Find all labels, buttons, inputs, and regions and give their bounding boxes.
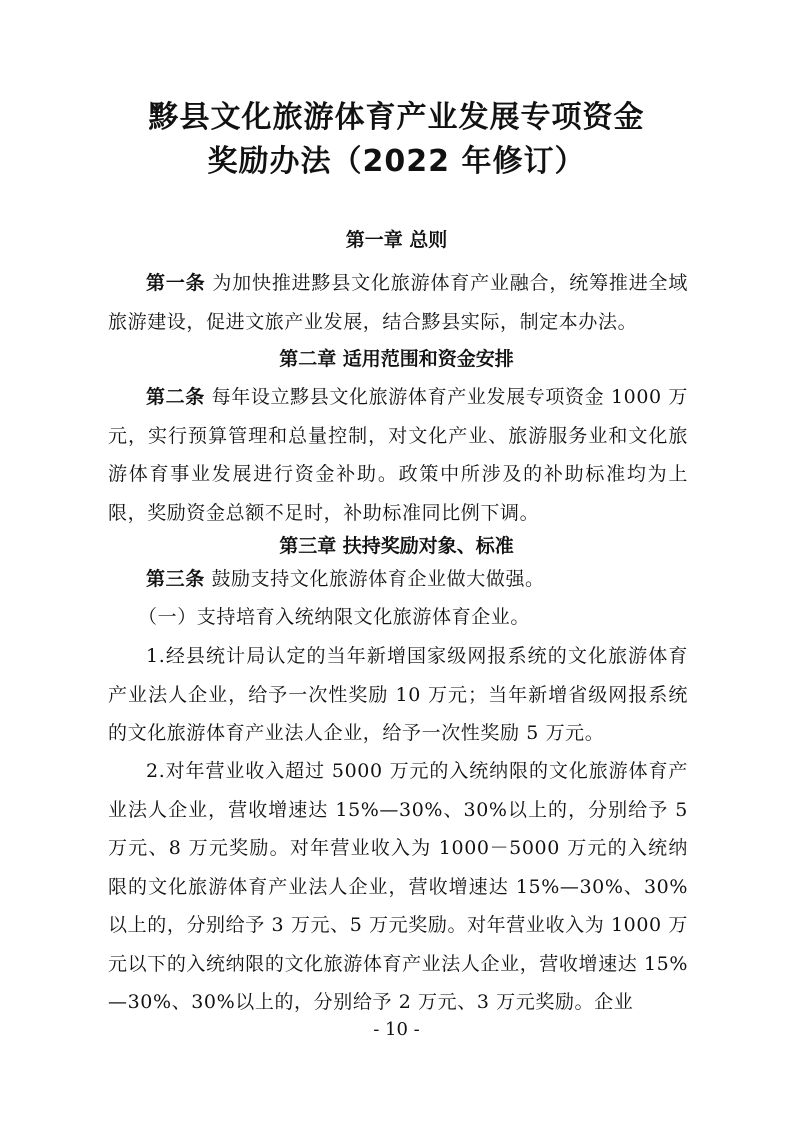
article-1-text: 为加快推进黟县文化旅游体育产业融合，统筹推进全域旅游建设，促进文旅产业发展，结合黟县实际，制定本办法。 <box>108 272 688 333</box>
article-2-label: 第二条 <box>146 386 205 408</box>
chapter-1-heading: 第一章 总则 <box>345 229 448 251</box>
chapter-2-heading: 第二章 适用范围和资金安排 <box>279 348 514 370</box>
article-2-text: 每年设立黟县文化旅游体育产业发展专项资金 1000 万元，实行预算管理和总量控制，对文化产业、旅游服务业和文化旅游体育事业发展进行资金补助。政策中所涉及的补助标准均为上限，奖励资金总额不足时，补助标准同比例下调。 <box>108 386 688 524</box>
article-1-paragraph <box>108 264 688 341</box>
article-1-label: 第一条 <box>146 272 206 294</box>
article-3-paragraph <box>108 560 688 599</box>
chapter-3-heading: 第三章 扶持奖励对象、标准 <box>279 535 514 557</box>
article-2-paragraph <box>108 378 688 532</box>
item-1-paragraph: （一）支持培育入统纳限文化旅游体育企业。 <box>138 606 531 628</box>
document-title-line-2: 奖励办法（2022 年修订） <box>207 144 586 179</box>
article-3-text: 鼓励支持文化旅游体育企业做大做强。 <box>204 568 545 590</box>
item-1-2-paragraph: 2.对年营业收入超过 5000 万元的入统纳限的文化旅游体育产业法人企业，营收增速达 15%—30%、30%以上的，分别给予 5 万元、8 万元奖励。对年营业收入为 1000－5000 万元的入统纳限的文化旅游体育产业法人企业，营收增速达 15%—30%、30%以上的，分别给予 3 万元、5 万元奖励。对年营业收入为 1000 万元以下的入统纳限的文化旅游体育产业法人企业，营收增速达 15%—30%、30%以上的，分别给予 2 万元、3 万元奖励。企业 <box>108 760 688 1013</box>
item-1-1-paragraph: 1.经县统计局认定的当年新增国家级网报系统的文化旅游体育产业法人企业，给予一次性奖励 10 万元；当年新增省级网报系统的文化旅游体育产业法人企业，给予一次性奖励 5 万元。 <box>108 645 688 744</box>
page-number: - 10 - <box>373 1019 420 1040</box>
document-title-line-1: 黟县文化旅游体育产业发展专项资金 <box>148 100 645 135</box>
article-3-label: 第三条 <box>146 568 205 590</box>
